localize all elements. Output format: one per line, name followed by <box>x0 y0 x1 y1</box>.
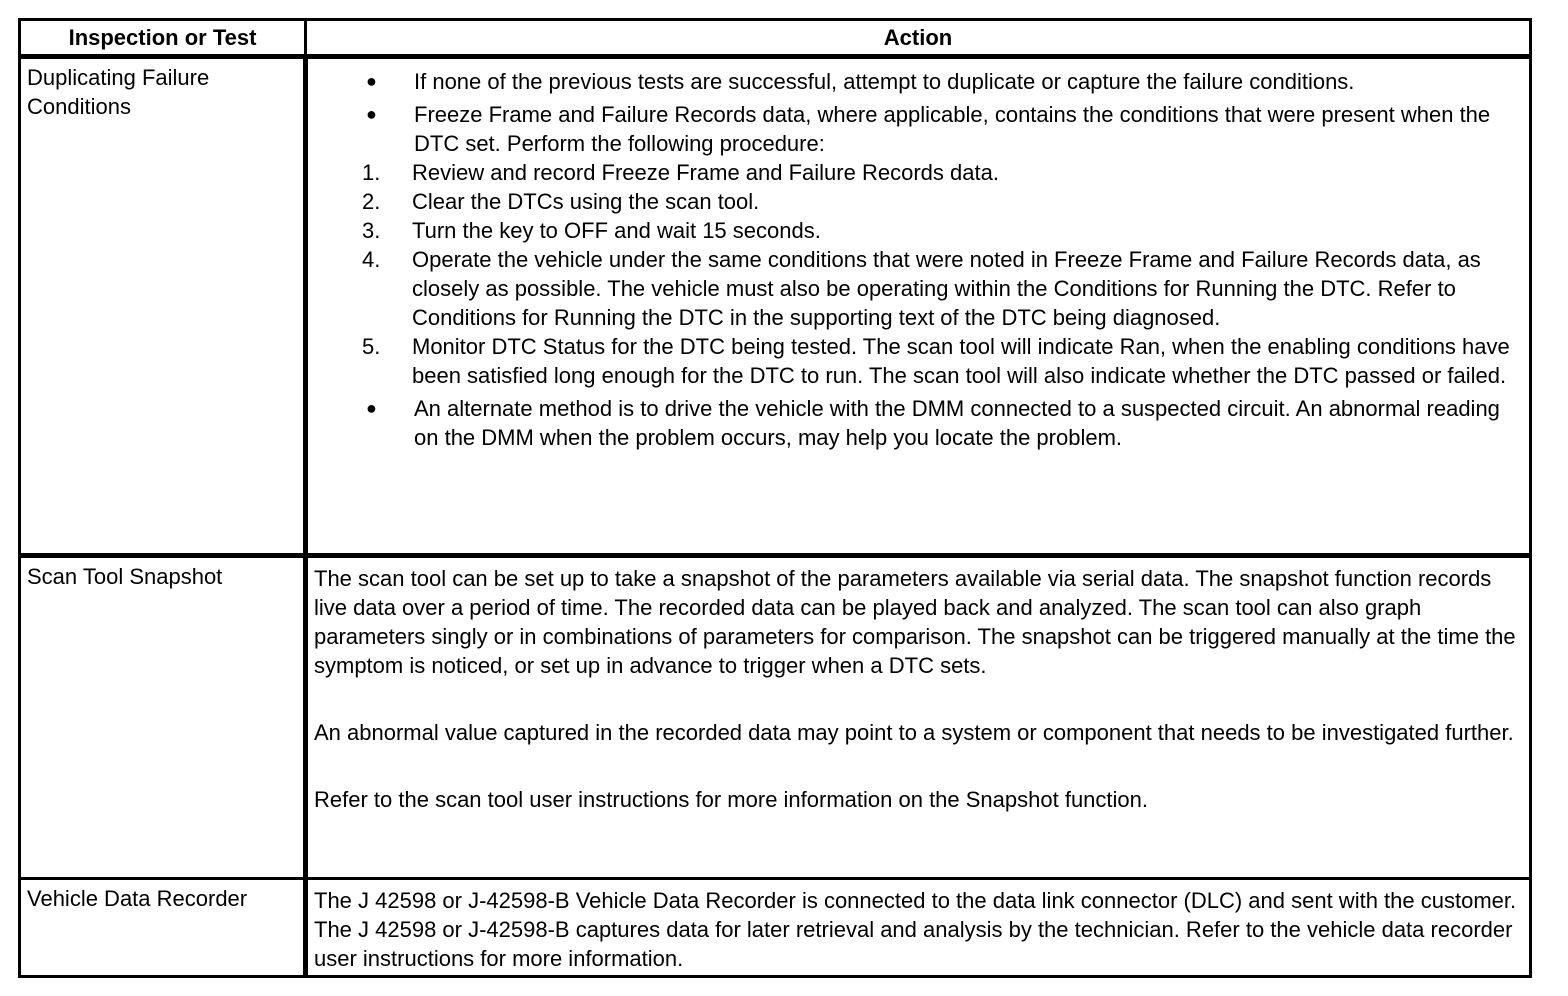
step-number: 3. <box>362 217 381 243</box>
table-header-row <box>20 20 1531 57</box>
procedure-step <box>312 332 1523 390</box>
bullet-icon: ● <box>366 70 377 91</box>
table-row-duplicating-failure-conditions <box>20 56 1531 555</box>
table-row-scan-tool-snapshot <box>20 555 1531 879</box>
row-label-cell <box>20 555 306 879</box>
snapshot-paragraph: An abnormal value captured in the recorded data may point to a system or component that needs to be investigated further. <box>314 719 1514 745</box>
row-label-cell <box>20 879 306 977</box>
snapshot-paragraph: The scan tool can be set up to take a snapshot of the parameters available via serial data. The snapshot function records live data over a period of time. The recorded data can be played back and analyzed. The scan tool can also graph parameters singly or in combinations of parameters for comparison. The snapshot can be triggered manually at the time the symptom is noticed, or set up in advance to trigger when a DTC sets. <box>314 565 1516 678</box>
snapshot-paragraph: Refer to the scan tool user instructions for more information on the Snapshot function. <box>314 786 1149 812</box>
bullet-item <box>312 100 1523 390</box>
row-label-snapshot: Scan Tool Snapshot <box>27 563 223 589</box>
procedure-step <box>312 245 1523 332</box>
step-text: Operate the vehicle under the same conditions that were noted in Freeze Frame and Failure Records data, as closely as possible. The vehicle must also be operating within the Conditions for Running the DTC. Refer to Conditions for Running the DTC in the supporting text of the DTC being diagnosed. <box>412 246 1481 330</box>
row-label-duplicating: Duplicating Failure Conditions <box>27 64 210 119</box>
bullet-text: Freeze Frame and Failure Records data, where applicable, contains the conditions that were present when the DTC set. Perform the following procedure: <box>414 101 1491 156</box>
action-cell-snapshot <box>306 555 1531 879</box>
action-cell-duplicating <box>306 56 1531 555</box>
row-label-recorder: Vehicle Data Recorder <box>27 886 248 912</box>
step-number: 1. <box>362 159 381 185</box>
step-number: 5. <box>362 333 381 359</box>
bullet-list <box>312 67 1523 452</box>
bullet-item <box>312 67 1523 96</box>
step-text: Turn the key to OFF and wait 15 seconds. <box>412 217 821 243</box>
step-number: 4. <box>362 246 381 272</box>
step-number: 2. <box>362 188 381 214</box>
header-action: Action <box>306 20 1531 57</box>
recorder-text: The J 42598 or J-42598-B Vehicle Data Recorder is connected to the data link connector (DLC) and sent with the customer. The J 42598 or J-42598-B captures data for later retrieval and analysis by the technician. Refer to the vehicle data recorder user instructions for more information. <box>314 888 1517 972</box>
bullet-item <box>312 394 1523 452</box>
header-inspection-or-test: Inspection or Test <box>20 20 306 57</box>
bullet-icon: ● <box>366 397 377 418</box>
action-cell-recorder <box>306 879 1531 977</box>
inspection-test-table <box>18 18 1532 978</box>
step-text: Clear the DTCs using the scan tool. <box>412 188 760 214</box>
bullet-text: An alternate method is to drive the vehicle with the DMM connected to a suspected circuit. An abnormal reading on the DMM when the problem occurs, may help you locate the problem. <box>414 395 1500 450</box>
step-text: Review and record Freeze Frame and Failure Records data. <box>412 159 999 185</box>
row-label-cell <box>20 56 306 555</box>
procedure-steps <box>312 158 1523 390</box>
table-row-vehicle-data-recorder <box>20 879 1531 977</box>
bullet-icon: ● <box>366 103 377 124</box>
procedure-step <box>312 187 1523 216</box>
procedure-step <box>312 158 1523 187</box>
procedure-step <box>312 216 1523 245</box>
step-text: Monitor DTC Status for the DTC being tested. The scan tool will indicate Ran, when the enabling conditions have been satisfied long enough for the DTC to run. The scan tool will also indicate whether the DTC passed or failed. <box>412 333 1510 388</box>
bullet-text: If none of the previous tests are successful, attempt to duplicate or capture the failure conditions. <box>414 68 1355 94</box>
